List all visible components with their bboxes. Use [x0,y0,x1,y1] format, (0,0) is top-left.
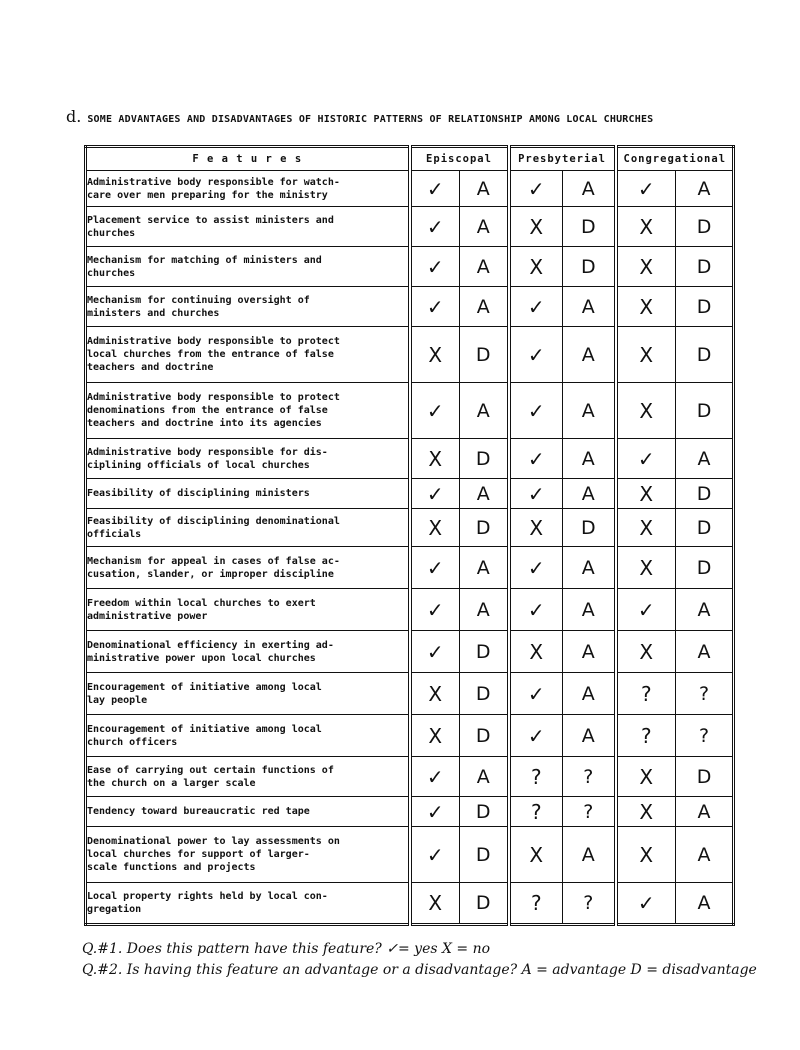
congregational-has-cell: X [616,509,676,547]
congregational-has-cell: X [616,827,676,883]
feature-label: Mechanism for appeal in cases of false ac- cusation, slander, or improper discipline [87,555,340,580]
presbyterial-rating-cell: A [563,479,616,509]
presbyterial-has-cell: X [509,247,563,287]
episcopal-rating-cell: A [460,589,509,631]
presbyterial-rating-cell: ? [563,883,616,925]
feature-cell [86,757,410,797]
feature-cell [86,547,410,589]
congregational-rating-cell: ? [676,673,734,715]
feature-label: Mechanism for matching of ministers and churches [87,254,322,279]
episcopal-has-cell: X [410,673,460,715]
congregational-has-cell: X [616,327,676,383]
congregational-rating-cell: D [676,327,734,383]
congregational-rating-cell: A [676,439,734,479]
section-letter: d. [66,107,82,126]
congregational-has-cell: X [616,207,676,247]
feature-label: Encouragement of initiative among local lay people [87,681,322,706]
table-row [86,327,734,383]
congregational-has-cell: X [616,797,676,827]
feature-label: Encouragement of initiative among local church officers [87,723,322,748]
episcopal-has-cell: ✓ [410,797,460,827]
presbyterial-rating-cell: D [563,509,616,547]
congregational-rating-cell: A [676,631,734,673]
presbyterial-has-cell: ✓ [509,287,563,327]
feature-label: Administrative body responsible to protect local churches from the entrance of false teachers and doctrine [87,336,340,373]
congregational-rating-cell: A [676,883,734,925]
presbyterial-has-cell: ✓ [509,479,563,509]
presbyterial-has-cell: ✓ [509,547,563,589]
congregational-has-cell: X [616,547,676,589]
presbyterial-rating-cell: A [563,673,616,715]
presbyterial-has-cell: X [509,207,563,247]
congregational-has-cell: ? [616,715,676,757]
episcopal-has-cell: ✓ [410,631,460,673]
episcopal-has-cell: X [410,715,460,757]
episcopal-rating-cell: D [460,509,509,547]
table-header-row [86,147,734,171]
episcopal-rating-cell: D [460,883,509,925]
episcopal-has-cell: X [410,327,460,383]
table-row [86,207,734,247]
presbyterial-rating-cell: A [563,171,616,207]
episcopal-has-cell: ✓ [410,757,460,797]
feature-cell [86,883,410,925]
congregational-has-cell: ✓ [616,439,676,479]
feature-cell [86,327,410,383]
episcopal-rating-cell: D [460,631,509,673]
feature-label: Ease of carrying out certain functions of the church on a larger scale [87,764,334,789]
table-row [86,547,734,589]
episcopal-header: Episcopal [410,147,509,171]
congregational-rating-cell: D [676,479,734,509]
episcopal-rating-cell: A [460,479,509,509]
episcopal-rating-cell: A [460,287,509,327]
episcopal-rating-cell: A [460,171,509,207]
table-row [86,589,734,631]
episcopal-rating-cell: D [460,327,509,383]
table-row [86,631,734,673]
presbyterial-rating-cell: ? [563,757,616,797]
presbyterial-has-cell: X [509,827,563,883]
presbyterial-rating-cell: D [563,247,616,287]
episcopal-rating-cell: A [460,757,509,797]
presbyterial-rating-cell: A [563,327,616,383]
feature-cell [86,479,410,509]
episcopal-has-cell: ✓ [410,589,460,631]
feature-label: Administrative body responsible for watch- care over men preparing for the ministry [87,176,340,201]
congregational-rating-cell: D [676,509,734,547]
feature-cell [86,797,410,827]
feature-cell [86,207,410,247]
episcopal-rating-cell: A [460,383,509,439]
episcopal-has-cell: ✓ [410,547,460,589]
table-row [86,797,734,827]
presbyterial-has-cell: ✓ [509,171,563,207]
feature-cell [86,439,410,479]
presbyterial-has-cell: ? [509,797,563,827]
table-row [86,883,734,925]
table-row [86,757,734,797]
episcopal-has-cell: ✓ [410,247,460,287]
feature-cell [86,589,410,631]
episcopal-has-cell: ✓ [410,171,460,207]
feature-cell [86,631,410,673]
presbyterial-rating-cell: A [563,547,616,589]
table-row [86,287,734,327]
episcopal-rating-cell: A [460,247,509,287]
episcopal-rating-cell: D [460,715,509,757]
episcopal-has-cell: ✓ [410,207,460,247]
presbyterial-rating-cell: ? [563,797,616,827]
feature-label: Denominational efficiency in exerting ad- ministrative power upon local churches [87,639,334,664]
patterns-table [84,145,735,926]
feature-label: Administrative body responsible to protect denominations from the entrance of false teachers and doctrine into its agencies [87,392,340,429]
congregational-rating-cell: D [676,757,734,797]
table-row [86,509,734,547]
presbyterial-header: Presbyterial [509,147,616,171]
section-heading [66,107,746,129]
feature-cell [86,247,410,287]
presbyterial-rating-cell: A [563,383,616,439]
presbyterial-rating-cell: A [563,287,616,327]
feature-label: Freedom within local churches to exert administrative power [87,597,316,622]
episcopal-rating-cell: D [460,827,509,883]
presbyterial-rating-cell: A [563,827,616,883]
table-row [86,171,734,207]
congregational-has-cell: X [616,631,676,673]
feature-label: Feasibility of disciplining ministers [87,488,310,499]
congregational-rating-cell: D [676,247,734,287]
table-row [86,439,734,479]
congregational-rating-cell: D [676,287,734,327]
episcopal-has-cell: ✓ [410,383,460,439]
feature-cell [86,171,410,207]
presbyterial-rating-cell: A [563,589,616,631]
feature-label: Tendency toward bureaucratic red tape [87,806,310,817]
presbyterial-has-cell: ✓ [509,715,563,757]
presbyterial-has-cell: ? [509,757,563,797]
features-header: F e a t u r e s [86,147,410,171]
congregational-has-cell: ? [616,673,676,715]
feature-cell [86,827,410,883]
episcopal-has-cell: ✓ [410,287,460,327]
congregational-has-cell: X [616,247,676,287]
feature-cell [86,383,410,439]
congregational-has-cell: X [616,287,676,327]
congregational-rating-cell: A [676,827,734,883]
table-row [86,715,734,757]
congregational-rating-cell: D [676,207,734,247]
episcopal-has-cell: ✓ [410,827,460,883]
legend-question-1: Q.#1. Does this pattern have this feature? ✓= yes X = no [82,941,491,957]
episcopal-has-cell: X [410,509,460,547]
presbyterial-rating-cell: A [563,715,616,757]
feature-cell [86,673,410,715]
feature-cell [86,715,410,757]
congregational-rating-cell: D [676,383,734,439]
presbyterial-has-cell: X [509,509,563,547]
feature-label: Denominational power to lay assessments on local churches for support of larger- scale functions and projects [87,836,340,873]
table-row [86,383,734,439]
episcopal-rating-cell: D [460,439,509,479]
presbyterial-rating-cell: D [563,207,616,247]
episcopal-rating-cell: A [460,207,509,247]
congregational-rating-cell: D [676,547,734,589]
feature-label: Administrative body responsible for dis- ciplining officials of local churches [87,446,328,471]
feature-label: Local property rights held by local con- gregation [87,891,328,915]
presbyterial-rating-cell: A [563,439,616,479]
presbyterial-has-cell: ✓ [509,673,563,715]
section-title: SOME ADVANTAGES AND DISADVANTAGES OF HISTORIC PATTERNS OF RELATIONSHIP AMONG LOCAL CHURCHES [87,114,654,125]
feature-cell [86,509,410,547]
presbyterial-has-cell: ✓ [509,589,563,631]
episcopal-has-cell: X [410,883,460,925]
table-row [86,479,734,509]
episcopal-has-cell: ✓ [410,479,460,509]
congregational-rating-cell: A [676,797,734,827]
congregational-rating-cell: ? [676,715,734,757]
episcopal-has-cell: X [410,439,460,479]
table-row [86,827,734,883]
congregational-rating-cell: A [676,589,734,631]
feature-label: Feasibility of disciplining denominational officials [87,515,340,540]
congregational-rating-cell: A [676,171,734,207]
congregational-has-cell: ✓ [616,589,676,631]
presbyterial-has-cell: ✓ [509,439,563,479]
presbyterial-has-cell: ✓ [509,327,563,383]
congregational-header: Congregational [616,147,734,171]
table-row [86,247,734,287]
congregational-has-cell: ✓ [616,171,676,207]
legend-question-2: Q.#2. Is having this feature an advantage or a disadvantage? A = advantage D = disadvantage [82,962,757,978]
feature-cell [86,287,410,327]
feature-label: Mechanism for continuing oversight of ministers and churches [87,294,310,319]
episcopal-rating-cell: D [460,797,509,827]
congregational-has-cell: X [616,757,676,797]
congregational-has-cell: X [616,383,676,439]
congregational-has-cell: ✓ [616,883,676,925]
episcopal-rating-cell: A [460,547,509,589]
presbyterial-has-cell: X [509,631,563,673]
presbyterial-has-cell: ✓ [509,383,563,439]
congregational-has-cell: X [616,479,676,509]
table-row [86,673,734,715]
feature-label: Placement service to assist ministers and churches [87,214,334,239]
table-body [86,171,734,925]
presbyterial-has-cell: ? [509,883,563,925]
presbyterial-rating-cell: A [563,631,616,673]
episcopal-rating-cell: D [460,673,509,715]
